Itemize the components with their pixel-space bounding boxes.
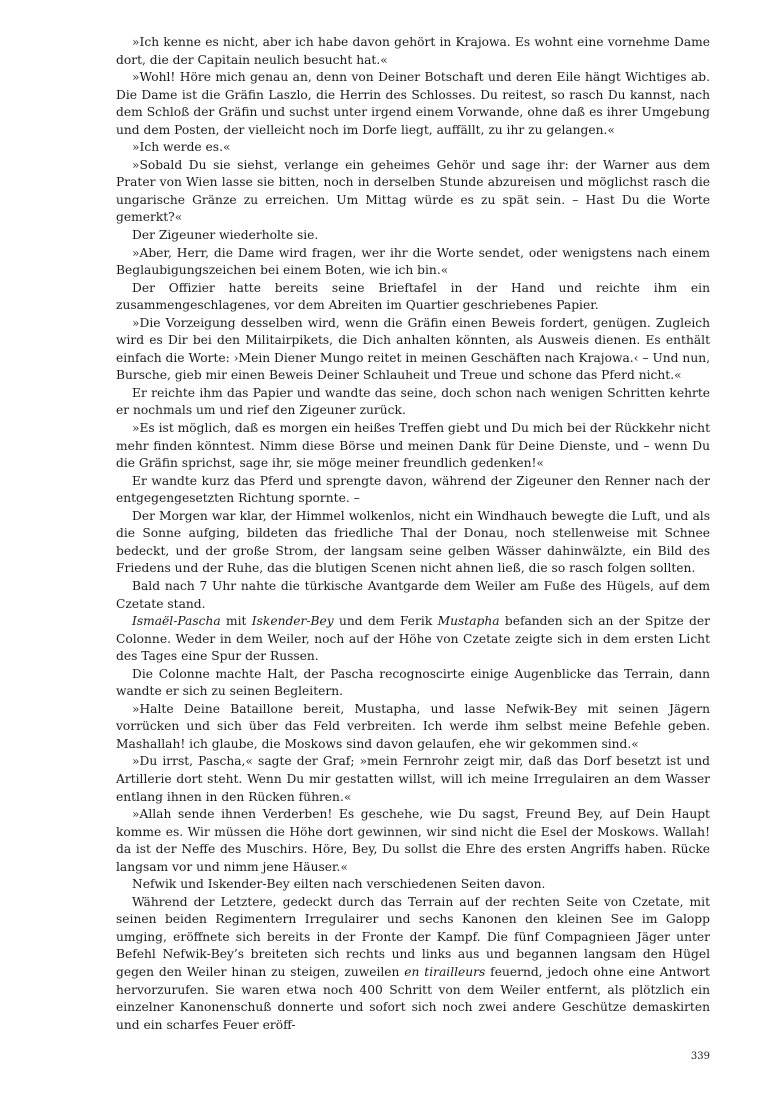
text-run: »Sobald Du sie siehst, verlange ein geheimes Gehör und sage ihr: der Warner aus dem Prater von Wien lasse sie bitten, noch in derselben Stunde abzureisen und möglichst rasch die ungarische Gränze zu erreichen. Um Mittag würde es zu spät sein. – Hast Du die Worte gemerkt?«: [116, 157, 710, 225]
paragraph: [116, 227, 710, 245]
text-run: »Ich kenne es nicht, aber ich habe davon gehört in Krajowa. Es wohnt eine vornehme Dame dort, die der Capitain neulich besucht hat.«: [116, 35, 710, 67]
italic-name: Ismaël-Pascha: [132, 614, 221, 629]
text-run: Die Colonne machte Halt, der Pascha recognoscirte einige Augenblicke das Terrain, dann wandte er sich zu seinen Begleitern.: [116, 666, 710, 699]
italic-name: Mustapha: [437, 614, 500, 629]
paragraph: [116, 508, 710, 578]
text-run: Er wandte kurz das Pferd und sprengte davon, während der Zigeuner den Renner nach der entgegengesetzten Richtung spornte. –: [116, 473, 710, 506]
text-run: »Aber, Herr, die Dame wird fragen, wer ihr die Worte sendet, oder wenigstens nach einem Beglaubigungszeichen bei einem Boten, wie ich bin.«: [116, 245, 710, 278]
text-run: feuernd, jedoch ohne eine Antwort hervorzurufen. Sie waren etwa noch 400 Schritt von dem Weiler entfernt, als plötzlich ein einzelner Kanonenschuß donnerte und sofort sich noch zwei andere Geschütze demaskirten und ein scharfes Feuer eröff-: [116, 964, 710, 1032]
text-run: Der Offizier hatte bereits seine Brieftafel in der Hand und reichte ihm ein zusammengeschlagenes, vor dem Abreiten im Quartier geschriebenes Papier.: [116, 280, 710, 313]
paragraph: [116, 385, 710, 420]
text-run: Der Morgen war klar, der Himmel wolkenlos, nicht ein Windhauch bewegte die Luft, und als die Sonne aufging, bildeten das friedliche Thal der Donau, noch stellenweise mit Schnee bedeckt, und der große Strom, der langsam seine gelben Wässer dahinwälzte, ein Bild des Friedens und der Ruhe, das die blutigen Scenen nicht ahnen ließ, die so rasch folgen sollten.: [116, 508, 710, 576]
text-run: »Allah sende ihnen Verderben! Es geschehe, wie Du sagst, Freund Bey, auf Dein Haupt komme es. Wir müssen die Höhe dort gewinnen, wir sind nicht die Esel der Moskows. Wallah! da ist der Neffe des Muschirs. Höre, Bey, Du sollst die Ehre des ersten Angriffs haben. Rücke langsam vor und nimm jene Häuser.«: [116, 807, 710, 874]
page-number: 339: [690, 1051, 710, 1062]
text-run: Der Zigeuner wiederholte sie.: [132, 228, 319, 243]
paragraph: [116, 666, 710, 701]
text-run: »Wohl! Höre mich genau an, denn von Deiner Botschaft und deren Eile hängt Wichtiges ab. Die Dame ist die Gräfin Laszlo, die Herrin des Schlosses. Du reitest, so rasch Du kannst, nach dem Schloß der Gräfin und suchst unter irgend einem Vorwande, ohne daß es ihrer Umgebung und dem Posten, der vielleicht noch im Dorfe liegt, auffällt, zu ihr zu gelangen.«: [116, 70, 710, 137]
italic-name: en tirailleurs: [404, 964, 486, 979]
paragraph: [116, 613, 710, 666]
text-run: »Halte Deine Bataillone bereit, Mustapha, und lasse Nefwik-Bey mit seinen Jägern vorrücken und sich über das Feld verbreiten. Ich werde ihm selbst meine Befehle geben. Mashallah! ich glaube, die Moskows sind davon gelaufen, ehe wir gekommen sind.«: [116, 701, 710, 751]
paragraph: [116, 34, 710, 69]
text-run: und dem Ferik: [333, 614, 438, 629]
text-run: »Ich werde es.«: [132, 140, 231, 155]
paragraph: [116, 157, 710, 227]
paragraph: [116, 473, 710, 508]
paragraph: [116, 894, 710, 1034]
paragraph: [116, 701, 710, 754]
text-run: befanden sich an der Spitze der Colonne. Weder in dem Weiler, noch auf der Höhe von Czetate zeigte sich in dem ersten Licht des Tages eine Spur der Russen.: [116, 614, 711, 664]
paragraph: [116, 420, 710, 473]
text-run: Während der Letztere, gedeckt durch das Terrain auf der rechten Seite von Czetate, mit seinen beiden Regimentern Irregulairer und sechs Kanonen den kleinen See im Galopp umging, eröffnete sich bereits in der Fronte der Kampf. Die fünf Compagnieen Jäger unter Befehl Nefwik-Bey’s breiteten sich rechts und links aus und begannen langsam den Hügel gegen den Weiler hinan zu steigen, zuweilen: [116, 894, 710, 979]
text-run: »Es ist möglich, daß es morgen ein heißes Treffen giebt und Du mich bei der Rückkehr nicht mehr finden könntest. Nimm diese Börse und meinen Dank für Deine Dienste, und – wenn Du die Gräfin sprichst, sage ihr, sie möge meiner freundlich gedenken!«: [116, 421, 710, 471]
paragraph: [116, 806, 710, 876]
italic-name: Iskender-Bey: [251, 614, 334, 629]
text-run: »Du irrst, Pascha,« sagte der Graf; »mein Fernrohr zeigt mir, daß das Dorf besetzt ist und Artillerie dort steht. Wenn Du mir gestatten willst, will ich meine Irregulairen an dem Wasser entlang ihnen in den Rücken führen.«: [116, 754, 710, 804]
paragraph: [116, 280, 710, 315]
text-run: Nefwik und Iskender-Bey eilten nach verschiedenen Seiten davon.: [132, 877, 546, 892]
paragraph: [116, 753, 710, 806]
text-run: Er reichte ihm das Papier und wandte das seine, doch schon nach wenigen Schritten kehrte er nochmals um und rief den Zigeuner zurück.: [116, 385, 710, 418]
paragraph: [116, 315, 710, 385]
paragraph: [116, 876, 710, 894]
paragraph: [116, 578, 710, 613]
text-run: mit: [220, 614, 252, 629]
text-run: Bald nach 7 Uhr nahte die türkische Avantgarde dem Weiler am Fuße des Hügels, auf dem Czetate stand.: [116, 578, 710, 611]
paragraph: [116, 245, 710, 280]
paragraph: [116, 139, 710, 157]
text-run: »Die Vorzeigung desselben wird, wenn die Gräfin einen Beweis fordert, genügen. Zugleich wird es Dir bei den Militairpikets, die Dich anhalten könnten, als Ausweis dienen. Es enthält einfach die Worte: ›Mein Diener Mungo reitet in meinen Geschäften nach Krajowa.‹ – Und nun, Bursche, gieb mir einen Beweis Deiner Schlauheit und Treue und schone das Pferd nicht.«: [116, 315, 710, 383]
paragraph: [116, 69, 710, 139]
book-page-text: [116, 34, 710, 1034]
